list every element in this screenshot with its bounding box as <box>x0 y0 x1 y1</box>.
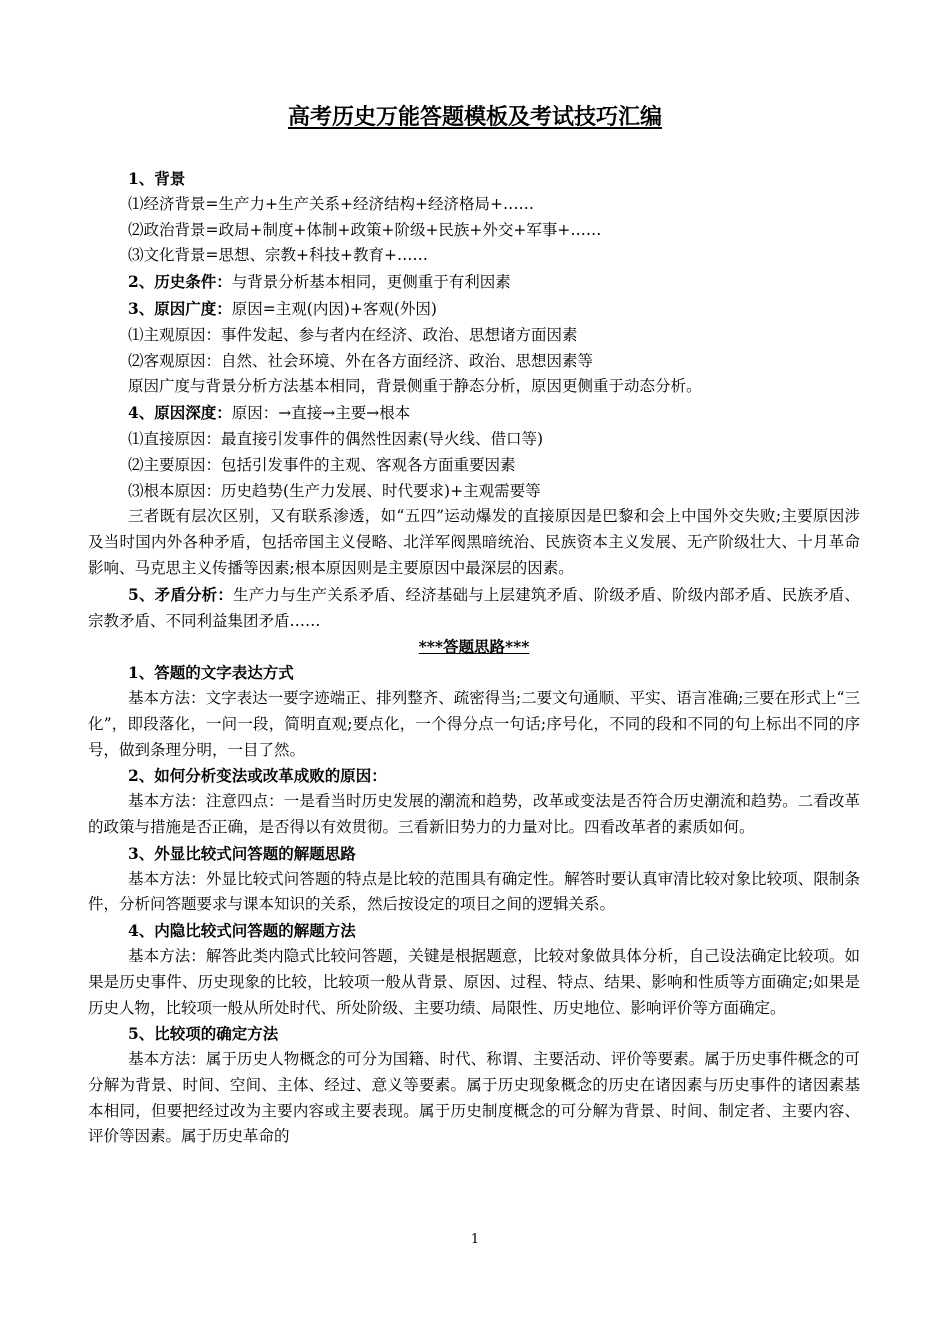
paragraph: 基本方法：文字表达一要字迹端正、排列整齐、疏密得当;二要文句通顺、平实、语言准确;三要在形式上“三化”，即段落化，一问一段，简明直观;要点化，一个得分点一句话;序号化，不同的段和不同的句上标出不同的序号，做到条理分明，一目了然。 <box>88 688 860 759</box>
section-heading: 2、历史条件： <box>128 272 232 292</box>
list-item: ⑵政治背景=政局+制度+体制+政策+阶级+民族+外交+军事+…… <box>128 220 602 239</box>
section-text: 生产力与生产关系矛盾、经济基础与上层建筑矛盾、阶级矛盾、阶级内部矛盾、民族矛盾、宗教矛盾、不同利益集团矛盾…… <box>88 585 860 630</box>
section-heading: 4、原因深度： <box>128 403 232 423</box>
section-text: 原因=主观(内因)+客观(外因) <box>231 299 437 318</box>
list-item: ⑶文化背景=思想、宗教+科技+教育+…… <box>128 246 428 265</box>
document-title: 高考历史万能答题模板及考试技巧汇编 <box>287 104 662 130</box>
section-heading: 3、外显比较式问答题的解题思路 <box>128 843 356 863</box>
section-heading: 1、答题的文字表达方式 <box>128 663 294 683</box>
section-heading: 4、内隐比较式问答题的解题方法 <box>128 921 356 941</box>
section-heading: 1、背景 <box>128 169 186 188</box>
section-text: 与背景分析基本相同，更侧重于有利因素 <box>231 273 511 292</box>
paragraph: 基本方法：外显比较式问答题的特点是比较的范围具有确定性。解答时要认真审清比较对象比较项、限制条件，分析问答题要求与课本知识的关系，然后按设定的项目之间的逻辑关系。 <box>88 869 860 914</box>
section-heading: 3、原因广度： <box>128 298 232 318</box>
paragraph: 基本方法：解答此类内隐式比较问答题，关键是根据题意，比较对象做具体分析，自己设法确定比较项。如果是历史事件、历史现象的比较，比较项一般从背景、原因、过程、特点、结果、影响和性质等方面确定;如果是历史人物，比较项一般从所处时代、所处阶级、主要功绩、局限性、历史地位、影响评价等方面确定。 <box>88 946 860 1017</box>
paragraph: 基本方法：注意四点：一是看当时历史发展的潮流和趋势，改革或变法是否符合历史潮流和趋势。二看改革的政策与措施是否正确，是否得以有效贯彻。三看新旧势力的力量对比。四看改革者的素质如何。 <box>88 792 860 836</box>
section-line <box>88 582 860 635</box>
paragraph: 基本方法：属于历史人物概念的可分为国籍、时代、称谓、主要活动、评价等要素。属于历史事件概念的可分解为背景、时间、空间、主体、经过、意义等要素。属于历史现象概念的历史在诸因素与历史事件的诸因素基本相同，但要把经过改为主要内容或主要表现。属于历史制度概念的可分解为背景、时间、制定者、主要内容、评价等因素。属于历史革命的 <box>88 1050 860 1146</box>
page-number: 1 <box>470 1232 480 1247</box>
list-item: ⑴主观原因：事件发起、参与者内在经济、政治、思想诸方面因素 <box>128 325 578 344</box>
ideas-heading: ***答题思路*** <box>418 637 530 657</box>
section-line <box>88 400 860 427</box>
section-line <box>88 296 860 323</box>
note-text: 原因广度与背景分析方法基本相同，背景侧重于静态分析，原因更侧重于动态分析。 <box>128 377 702 396</box>
list-item: ⑵客观原因：自然、社会环境、外在各方面经济、政治、思想因素等 <box>128 351 594 370</box>
list-item: ⑶根本原因：历史趋势(生产力发展、时代要求)+主观需要等 <box>128 481 541 500</box>
paragraph: 三者既有层次区别，又有联系渗透，如“五四”运动爆发的直接原因是巴黎和会上中国外交失败;主要原因涉及当时国内外各种矛盾，包括帝国主义侵略、北洋军阀黑暗统治、民族资本主义发展、无产阶级壮大、十月革命影响、马克思主义传播等因素;根本原因则是主要原因中最深层的因素。 <box>88 507 860 577</box>
section-heading: 5、比较项的确定方法 <box>128 1024 279 1044</box>
list-item: ⑴直接原因：最直接引发事件的偶然性因素(导火线、借口等) <box>128 429 544 448</box>
document-body <box>88 166 860 1150</box>
section-heading: 5、矛盾分析： <box>128 584 234 604</box>
list-item: ⑴经济背景=生产力+生产关系+经济结构+经济格局+…… <box>128 194 534 213</box>
list-item: ⑵主要原因：包括引发事件的主观、客观各方面重要因素 <box>128 455 516 474</box>
section-text: 原因：→直接→主要→根本 <box>231 404 411 423</box>
section-heading: 2、如何分析变法或改革成败的原因： <box>128 766 387 786</box>
section-line <box>88 269 860 296</box>
